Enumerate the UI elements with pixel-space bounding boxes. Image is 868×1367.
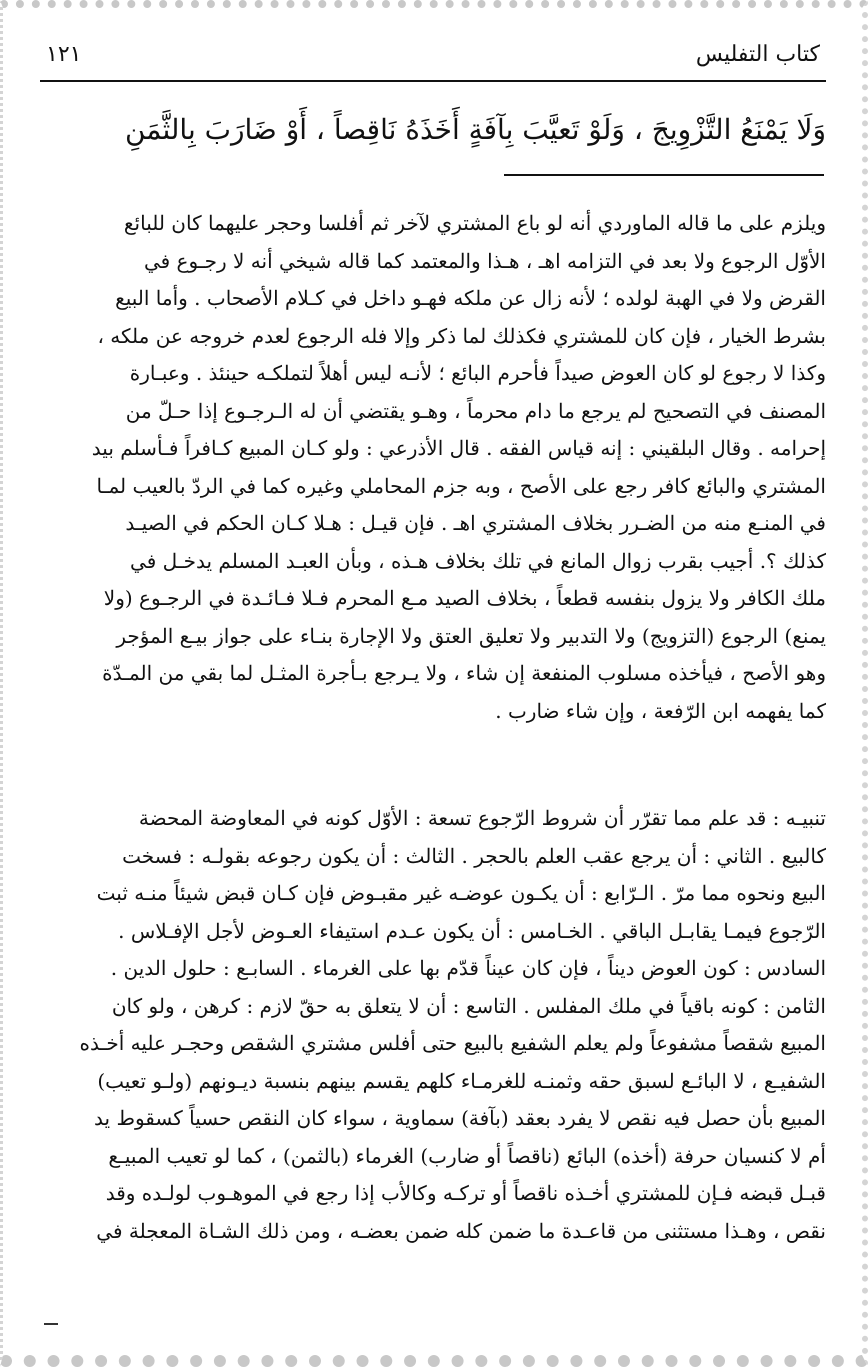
text-line: قبـل قبضه فـإن للمشتري أخـذه ناقصاً أو تركـه وكالأب إذا رجع في الموهـوب لولـده وقد <box>105 1181 826 1205</box>
commentary-paragraph-2 <box>40 800 826 1250</box>
text-line: المشتري والبائع كافر رجع على الأصح ، وبه جزم المحاملي وغيره كما في الردّ بالعيب لمـا <box>96 473 826 498</box>
page-number: ١٢١ <box>46 42 82 67</box>
matn-text: وَلَا يَمْنَعُ التَّزْوِيجَ ، وَلَوْ تَعيَّبَ بِآفَةٍ أَخَذَهُ نَاقِصاً ، أَوْ ضَارَبَ بِالثَّمَنِ <box>124 113 826 146</box>
text-line: المبيع بأن حصل فيه نقص لا يفرد بعقد (بآفة) سماوية ، سواء كان النقص حسياً كسقوط يد <box>94 1106 826 1130</box>
text-line: كما يفهمه ابن الرّفعة ، وإن شاء ضارب . <box>495 698 826 723</box>
text-line: كذلك ؟. أجيب بقرب زوال المانع في تلك بخلاف هـذه ، وبأن العبـد المسلم يدخـل في <box>130 548 826 573</box>
book-title: كتاب التفليس <box>695 42 820 67</box>
text-line: أم لا كنسيان حرفة (أخذه) البائع (ناقصاً أو ضارب) الغرماء (بالثمن) ، كما لو تعيب المبيـع <box>108 1143 826 1168</box>
text-line: يمنع) الرجوع (التزويج) ولا التدبير ولا تعليق العتق ولا الإجارة بنـاء على جواز بيـع المؤجر <box>116 623 826 648</box>
text-line: تنبيـه : قد علم مما تقرّر أن شروط الرّجوع تسعة : الأوّل كونه في المعاوضة المحضة <box>138 806 826 830</box>
text-line: نقص ، وهـذا مستثنى من قاعـدة ما ضمن كله ضمن بعضـه ، ومن ذلك الشـاة المعجلة في <box>96 1218 826 1243</box>
page-header <box>40 40 826 82</box>
text-line: الأوّل الرجوع ولا بعد في التزامه اهـ ، هـذا والمعتمد كما قاله شيخي أنه لا رجـوع في <box>143 248 826 273</box>
text-line: في المنـع منه من الضـرر بخلاف المشتري اهـ . فإن قيـل : هـلا كـان الحكم في الصيـد <box>125 511 826 535</box>
text-line: البيع ونحوه مما مرّ . الـرّابع : أن يكـون عوضـه غير مقبـوض فإن كـان قبض شيئاً منـه ثبت <box>96 881 826 905</box>
text-line: السادس : كون العوض ديناً ، فإن كان عيناً قدّم بها على الغرماء . السابـع : حلول الدين . <box>110 956 826 980</box>
text-line: ملك الكافر ولا يزول بنفسه قطعاً ، بخلاف الصيد مـع المحرم فـلا فـائـدة في الرجـوع (ولا <box>103 586 826 610</box>
text-line: بشرط الخيار ، فإن كان للمشتري فكذلك لما ذكر وإلا فله الرجوع لعدم خروجه عن ملكه ، <box>97 323 826 348</box>
text-line: وكذا لا رجوع لو كان العوض صيداً فأحرم البائع ؛ لأنـه ليس أهلاً لتملكـه حينئذ . وعبـارة <box>129 361 826 385</box>
text-line: المصنف في التصحيح لم يرجع ما دام محرماً ، وهـو يقتضي أن له الـرجـوع إذا حـلّ من <box>125 398 826 423</box>
matn-separator <box>504 174 824 176</box>
text-line: الشفيـع ، لا البائـع لسبق حقه وثمنـه للغرمـاء كلهم يقسم بينهم بنسبة ديـونهم (ولـو تعيب) <box>97 1068 826 1093</box>
text-line: إحرامه . وقال البلقيني : إنه قياس الفقه . قال الأذرعي : ولو كـان المبيع كـافراً فـأسلم بيد <box>91 436 826 460</box>
text-line: ويلزم على ما قاله الماوردي أنه لو باع المشتري لآخر ثم أفلسا وحجر عليهما كان للبائع <box>123 211 826 235</box>
text-line: الثامن : كونه باقياً في ملك المفلس . التاسع : أن لا يتعلق به حقّ لازم : كرهن ، ولو كان <box>111 993 826 1018</box>
text-line: المبيع شقصاً مشفوعاً ولم يعلم الشفيع بالبيع حتى أفلس مشتري الشقص وحجـر عليه أخـذه <box>79 1031 826 1055</box>
text-line: الرّجوع فيمـا يقابـل الباقي . الخـامس : أن يكون عـدم استيفاء العـوض لأجل الإفـلاس . <box>118 918 826 943</box>
page-end-mark <box>44 1323 58 1325</box>
text-line: كالبيع . الثاني : أن يرجع عقب العلم بالحجر . الثالث : أن يكون رجوعه بقولـه : فسخت <box>122 843 826 868</box>
text-line: القرض ولا في الهبة لولده ؛ لأنه زال عن ملكه فهـو داخل في كـلام الأصحاب . وأما البيع <box>115 286 826 310</box>
text-line: وهو الأصح ، فيأخذه مسلوب المنفعة إن شاء ، ولا يـرجع بـأجرة المثـل لما بقي من المـدّة <box>102 661 826 685</box>
commentary-paragraph-1 <box>40 205 826 730</box>
